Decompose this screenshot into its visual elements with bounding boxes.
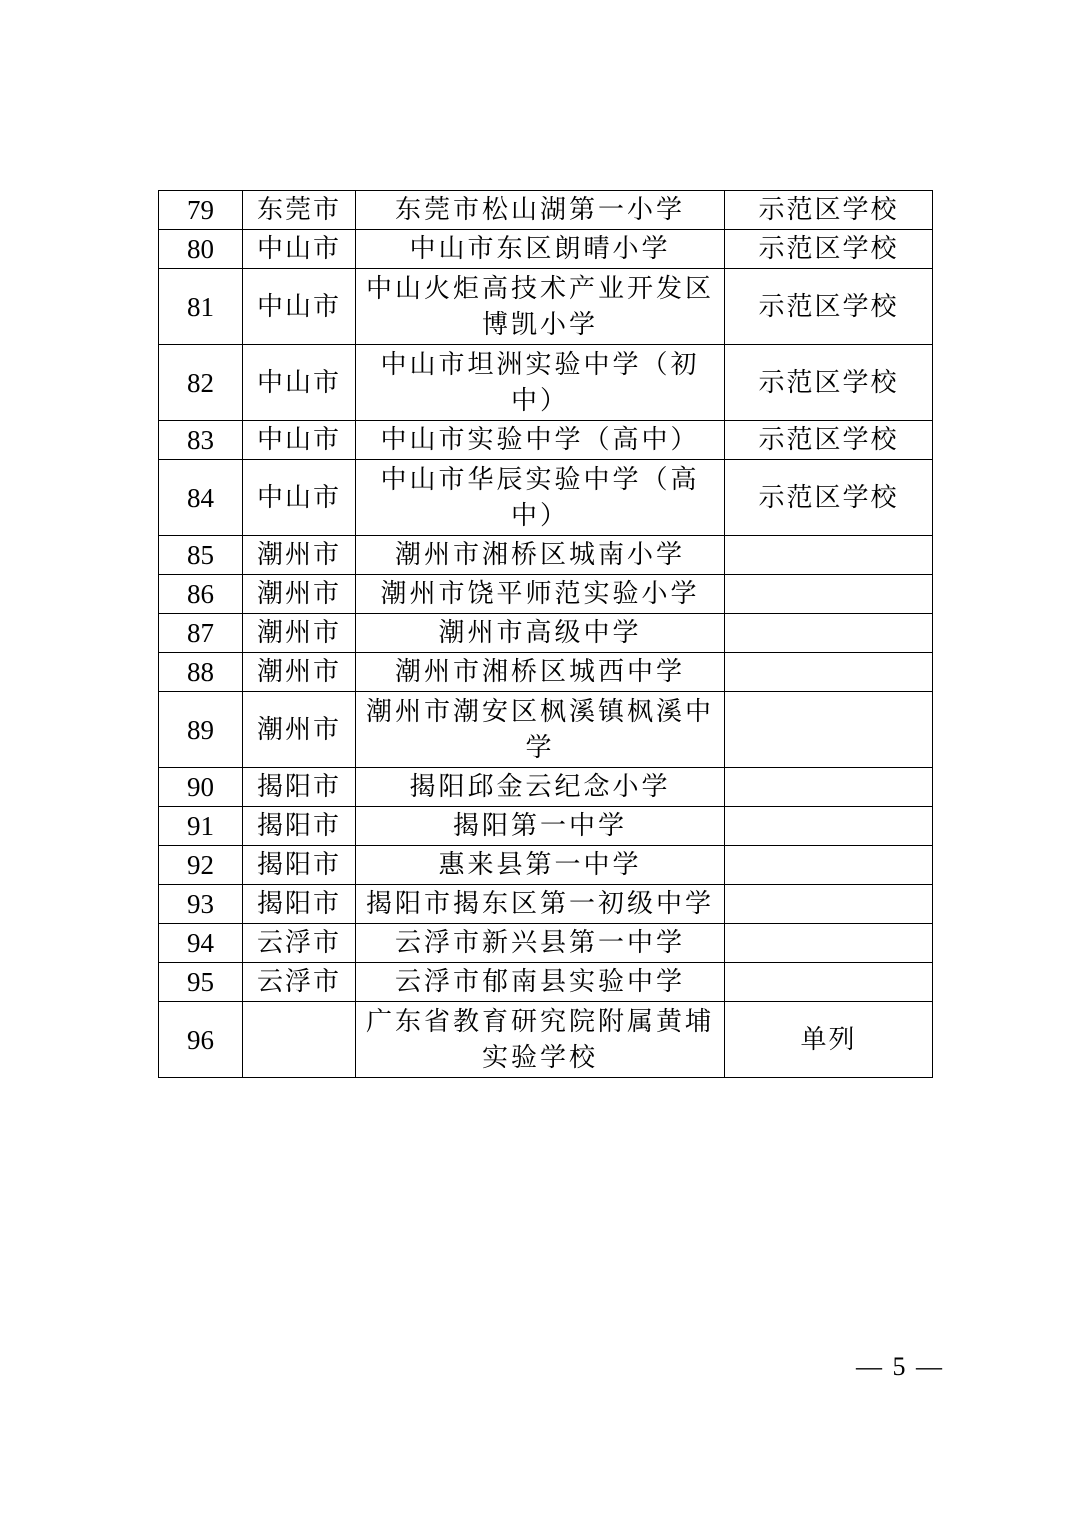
city-cell: 揭阳市 (243, 885, 356, 924)
note-cell (725, 963, 933, 1002)
row-number: 86 (159, 575, 243, 614)
school-name-cell: 东莞市松山湖第一小学 (356, 191, 725, 230)
table-row (159, 536, 933, 575)
note-cell (725, 885, 933, 924)
note-cell (725, 846, 933, 885)
note-cell (725, 692, 933, 768)
city-cell: 中山市 (243, 345, 356, 421)
row-number: 87 (159, 614, 243, 653)
table-row (159, 692, 933, 768)
row-number: 89 (159, 692, 243, 768)
school-name-cell: 揭阳第一中学 (356, 807, 725, 846)
school-name-cell: 揭阳邱金云纪念小学 (356, 768, 725, 807)
school-name-cell: 潮州市饶平师范实验小学 (356, 575, 725, 614)
city-cell: 云浮市 (243, 963, 356, 1002)
row-number: 95 (159, 963, 243, 1002)
city-cell: 潮州市 (243, 653, 356, 692)
row-number: 85 (159, 536, 243, 575)
row-number: 90 (159, 768, 243, 807)
table-row (159, 345, 933, 421)
table-row (159, 575, 933, 614)
table-row (159, 653, 933, 692)
table-row (159, 807, 933, 846)
row-number: 80 (159, 230, 243, 269)
row-number: 93 (159, 885, 243, 924)
city-cell: 潮州市 (243, 692, 356, 768)
row-number: 91 (159, 807, 243, 846)
note-cell (725, 536, 933, 575)
table-row (159, 269, 933, 345)
school-name-cell: 中山市东区朗晴小学 (356, 230, 725, 269)
table-row (159, 191, 933, 230)
city-cell: 中山市 (243, 421, 356, 460)
city-cell: 中山市 (243, 460, 356, 536)
row-number: 88 (159, 653, 243, 692)
city-cell: 东莞市 (243, 191, 356, 230)
city-cell: 中山市 (243, 269, 356, 345)
row-number: 94 (159, 924, 243, 963)
note-cell: 示范区学校 (725, 345, 933, 421)
city-cell: 潮州市 (243, 536, 356, 575)
school-name-cell: 潮州市潮安区枫溪镇枫溪中学 (356, 692, 725, 768)
note-cell (725, 768, 933, 807)
note-cell: 单列 (725, 1002, 933, 1078)
row-number: 83 (159, 421, 243, 460)
city-cell: 潮州市 (243, 575, 356, 614)
note-cell: 示范区学校 (725, 191, 933, 230)
city-cell (243, 1002, 356, 1078)
table-row (159, 846, 933, 885)
table-row (159, 1002, 933, 1078)
school-name-cell: 潮州市高级中学 (356, 614, 725, 653)
table-row (159, 963, 933, 1002)
note-cell: 示范区学校 (725, 460, 933, 536)
note-cell (725, 807, 933, 846)
note-cell (725, 653, 933, 692)
table-row (159, 460, 933, 536)
table-row (159, 885, 933, 924)
school-name-cell: 中山市坦洲实验中学（初中） (356, 345, 725, 421)
row-number: 82 (159, 345, 243, 421)
school-name-cell: 中山市实验中学（高中） (356, 421, 725, 460)
table-row (159, 768, 933, 807)
school-name-cell: 云浮市新兴县第一中学 (356, 924, 725, 963)
note-cell: 示范区学校 (725, 230, 933, 269)
table-row (159, 421, 933, 460)
city-cell: 揭阳市 (243, 807, 356, 846)
school-name-cell: 中山火炬高技术产业开发区博凯小学 (356, 269, 725, 345)
note-cell (725, 575, 933, 614)
school-name-cell: 云浮市郁南县实验中学 (356, 963, 725, 1002)
row-number: 79 (159, 191, 243, 230)
city-cell: 潮州市 (243, 614, 356, 653)
school-name-cell: 广东省教育研究院附属黄埔实验学校 (356, 1002, 725, 1078)
note-cell (725, 614, 933, 653)
note-cell: 示范区学校 (725, 421, 933, 460)
city-cell: 揭阳市 (243, 768, 356, 807)
note-cell (725, 924, 933, 963)
table-body (159, 191, 933, 1078)
school-name-cell: 潮州市湘桥区城西中学 (356, 653, 725, 692)
school-name-cell: 中山市华辰实验中学（高中） (356, 460, 725, 536)
page-number: — 5 — (856, 1352, 944, 1381)
city-cell: 中山市 (243, 230, 356, 269)
row-number: 81 (159, 269, 243, 345)
table-row (159, 230, 933, 269)
table-row (159, 614, 933, 653)
city-cell: 揭阳市 (243, 846, 356, 885)
school-name-cell: 潮州市湘桥区城南小学 (356, 536, 725, 575)
row-number: 92 (159, 846, 243, 885)
school-name-cell: 惠来县第一中学 (356, 846, 725, 885)
table-row (159, 924, 933, 963)
school-name-cell: 揭阳市揭东区第一初级中学 (356, 885, 725, 924)
note-cell: 示范区学校 (725, 269, 933, 345)
row-number: 96 (159, 1002, 243, 1078)
city-cell: 云浮市 (243, 924, 356, 963)
row-number: 84 (159, 460, 243, 536)
school-list-table (158, 190, 933, 1078)
